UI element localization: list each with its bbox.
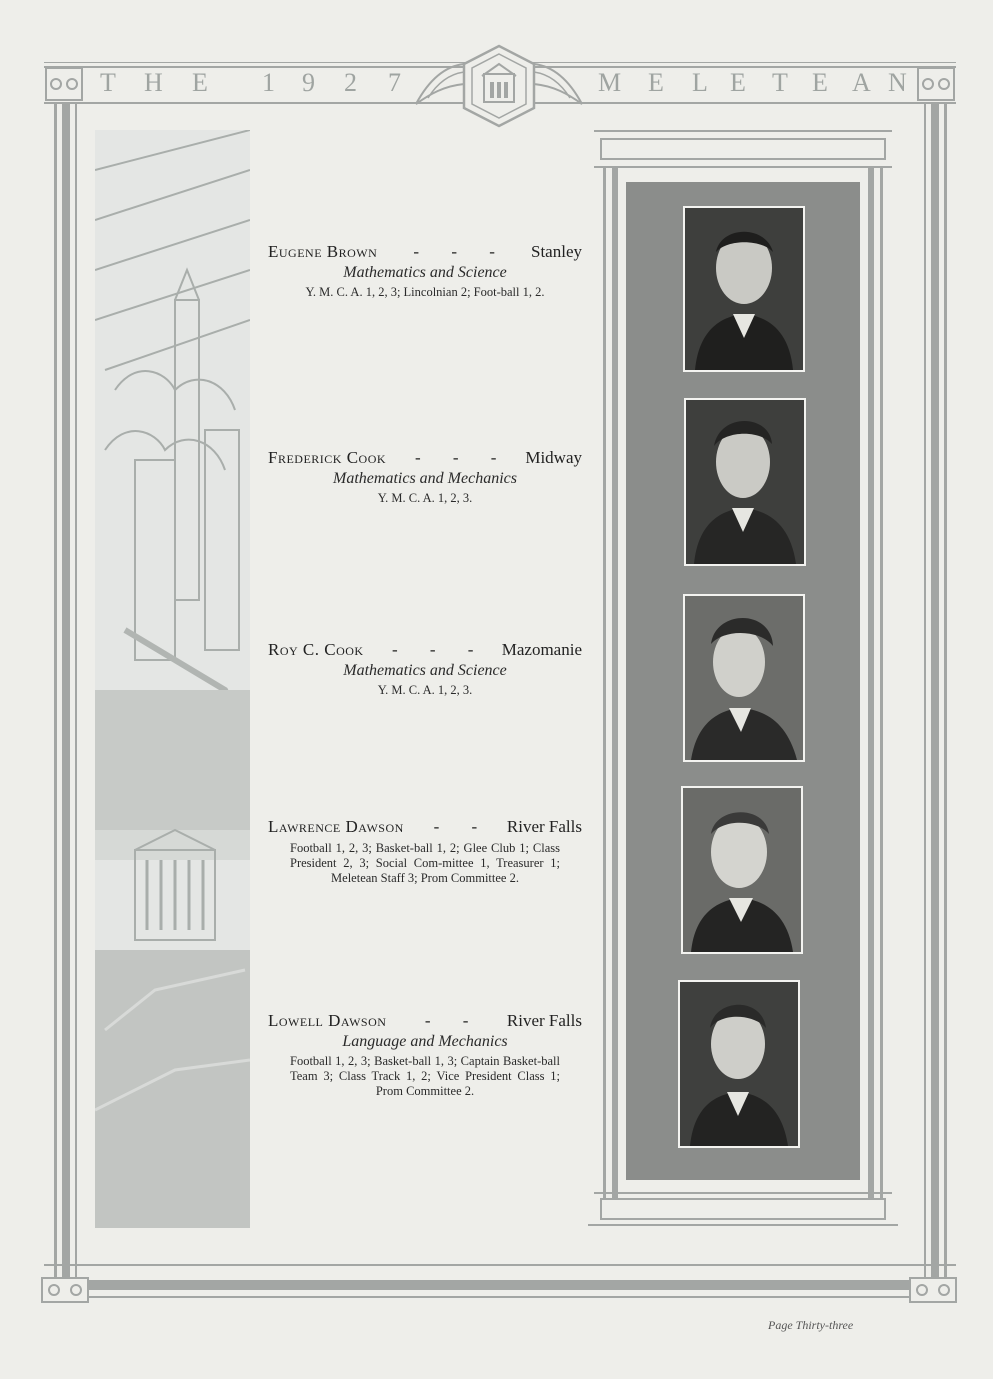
header-letter: M xyxy=(598,68,622,97)
bottom-band xyxy=(44,1280,956,1290)
portrait-photo xyxy=(684,398,806,566)
hometown: Midway xyxy=(525,448,582,467)
portrait-photo xyxy=(683,206,805,372)
header-letter: T xyxy=(100,68,116,97)
portrait-photo xyxy=(678,980,800,1148)
portrait-silhouette xyxy=(685,208,803,370)
activities: Y. M. C. A. 1, 2, 3. xyxy=(377,683,473,697)
header-letter: E xyxy=(812,68,828,97)
course-of-study: Language and Mechanics xyxy=(342,1033,508,1050)
photo-frame-left-line xyxy=(603,168,606,1198)
name-line xyxy=(268,640,582,660)
name-line xyxy=(268,1011,582,1031)
portrait-photo xyxy=(683,594,805,762)
right-column-line xyxy=(924,102,926,1278)
header-letter: E xyxy=(192,68,208,97)
student-name: Lawrence Dawson xyxy=(268,817,404,836)
left-capital-ornament xyxy=(44,66,84,102)
header-letter: 9 xyxy=(302,68,315,97)
hometown: River Falls xyxy=(506,817,582,836)
bottom-rule xyxy=(44,1264,956,1266)
header-letter: 2 xyxy=(344,68,357,97)
name-line xyxy=(268,242,582,262)
header-letter: L xyxy=(692,68,708,97)
right-capital-ornament xyxy=(916,66,956,102)
hometown: Stanley xyxy=(531,242,582,261)
right-column-line xyxy=(944,102,947,1278)
student-entry xyxy=(268,817,582,886)
photo-frame-right-line xyxy=(880,168,883,1198)
leader-dashes: - - xyxy=(433,817,492,836)
header-letter: N xyxy=(888,68,907,97)
leader-dashes: - - - xyxy=(413,242,509,261)
student-name: Lowell Dawson xyxy=(268,1011,387,1030)
student-name: Roy C. Cook xyxy=(268,640,364,659)
left-column-line xyxy=(54,102,57,1278)
photo-frame-rule xyxy=(594,166,892,168)
student-entry xyxy=(268,448,582,506)
course-of-study: Mathematics and Science xyxy=(343,264,507,281)
header-letter: E xyxy=(730,68,746,97)
name-line xyxy=(268,448,582,468)
leader-dashes: - - - xyxy=(391,640,488,659)
header-letter: H xyxy=(144,68,163,97)
activities: Football 1, 2, 3; Basket-ball 1, 3; Captain Basket-ball Team 3; Class Track 1, 2; Vice President Class 1; Prom Committee 2. xyxy=(290,1054,560,1098)
photo-frame-right-shaft xyxy=(868,168,874,1198)
header-letter: 1 xyxy=(262,68,275,97)
photo-frame-base xyxy=(600,1198,886,1220)
photo-frame-bottom-rule xyxy=(594,1192,892,1194)
right-column-shaft xyxy=(931,102,939,1278)
header-letter: T xyxy=(772,68,788,97)
leader-dashes: - - - xyxy=(414,448,511,467)
leader-dashes: - - xyxy=(424,1011,483,1030)
photo-frame-top-rule xyxy=(594,130,892,132)
student-entry xyxy=(268,1011,582,1099)
photo-frame-left-shaft xyxy=(612,168,618,1198)
student-entry xyxy=(268,640,582,698)
left-column-line xyxy=(75,102,77,1278)
name-line xyxy=(268,817,582,837)
page-number: Page Thirty-three xyxy=(768,1318,854,1332)
course-of-study: Mathematics and Mechanics xyxy=(333,470,517,487)
hometown: Mazomanie xyxy=(501,640,582,659)
bottom-rule xyxy=(44,1296,956,1298)
left-wing-ornament xyxy=(410,56,466,110)
activities: Y. M. C. A. 1, 2, 3. xyxy=(377,491,473,505)
portrait-photo xyxy=(681,786,803,954)
crest-emblem xyxy=(460,44,538,128)
campus-illustration xyxy=(95,130,250,1228)
portrait-silhouette xyxy=(683,788,801,952)
right-wing-ornament xyxy=(532,56,588,110)
student-name: Frederick Cook xyxy=(268,448,387,467)
header-letter: 7 xyxy=(388,68,401,97)
portrait-silhouette xyxy=(685,596,803,760)
student-name: Eugene Brown xyxy=(268,242,378,261)
left-column-shaft xyxy=(62,102,70,1278)
activities: Y. M. C. A. 1, 2, 3; Lincolnian 2; Foot-ball 1, 2. xyxy=(305,285,545,299)
left-base-ornament xyxy=(40,1276,90,1304)
header-letter: A xyxy=(852,68,871,97)
student-entry xyxy=(268,242,582,300)
course-of-study: Mathematics and Science xyxy=(343,662,507,679)
photo-frame-cornice xyxy=(600,138,886,160)
portrait-silhouette xyxy=(686,400,804,564)
right-base-ornament xyxy=(908,1276,958,1304)
hometown: River Falls xyxy=(506,1011,582,1030)
photo-frame-bottom-rule xyxy=(588,1224,898,1226)
portrait-silhouette xyxy=(680,982,798,1146)
activities: Football 1, 2, 3; Basket-ball 1, 2; Glee Club 1; Class President 2, 3; Social Com-mittee 1, Treasurer 1; Meletean Staff 3; Prom Committee 2. xyxy=(290,841,560,885)
header-letter: E xyxy=(648,68,664,97)
